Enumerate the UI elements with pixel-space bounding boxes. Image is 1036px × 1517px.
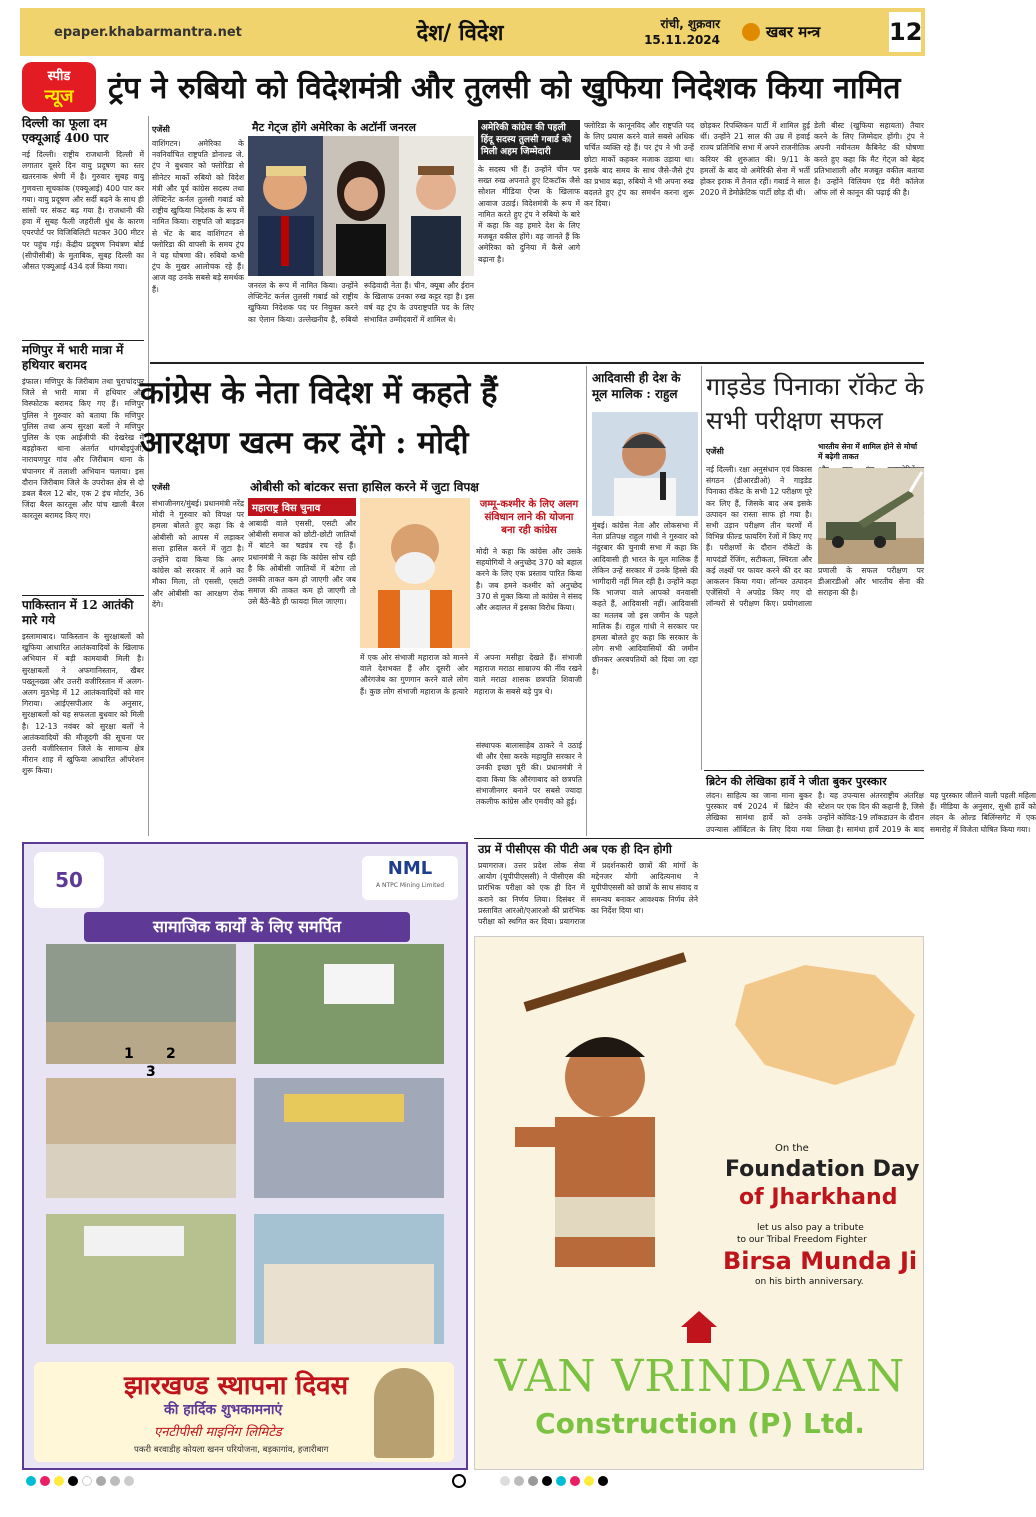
lead-box-head: अमेरिकी कांग्रेस की पहली हिंदू सदस्य तुलसी गबार्ड को मिली अहम जिम्मेदारी [478, 120, 580, 160]
modi-photo [360, 498, 470, 648]
ad-title: सामाजिक कार्यों के लिए समर्पित [84, 912, 410, 942]
lead-headline[interactable]: ट्रंप ने रुबियो को विदेशमंत्री और तुलसी को खुफिया निदेशक किया नामित [108, 71, 901, 106]
pinaka-photo [818, 468, 924, 564]
jharkhand-map-icon [725, 945, 925, 1095]
foundation-title-2: of Jharkhand [739, 1185, 898, 1210]
greeting-line-1: झारखण्ड स्थापना दिवस [124, 1371, 349, 1401]
pinaka-body: नई दिल्ली। रक्षा अनुसंधान एवं विकास संगठन (डीआरडीओ) ने गाइडेड पिनाका रॉकेट के सभी 12 परीक्षण पूरे कर लिए हैं, जिसके बाद अब इसके उत्पादन का रास्ता साफ हो गया है। सभी उड़ान परीक्षण तीन चरणों में विभिन्न फील्ड फायरिंग रेंजों में किए गए हैं। परीक्षणों के दौरान रॉकेटों के मापदंडों रेंजिंग, सटीकता, स्थिरता और कई लक्ष्यों पर फायर करने की दर का आकलन किया गया। लॉन्चर उत्पादन एजेंसियों ने अपग्रेड किए गए दो लॉन्चरों से परीक्षण किए। प्रयोगशाला प्रणाली के सफल परीक्षण पर डीआरडीओ और भारतीय सेना की सराहना की है। [706, 465, 924, 609]
vanvrindavan-ad [474, 936, 924, 1470]
second-body-5: संस्थापक बालासाहेब ठाकरे ने उठाई थी और ऐसा करके महायुति सरकार ने उनकी इच्छा पूरी की। प्रधानमंत्री ने दावा किया कि औरंगाबाद को छत्रपति संभाजीनगर बनाने पर सबसे ज्यादा तकलीफ कांग्रेस और एमवीए को हुई। [476, 741, 582, 807]
photo-label: 1 [124, 1046, 134, 1062]
birth-anniversary: on his birth anniversary. [755, 1277, 864, 1287]
second-subheadline: ओबीसी को बांटकर सत्ता हासिल करने में जुटा विपक्ष [250, 480, 479, 494]
anniversary-logo: 50 [34, 852, 104, 908]
brief-item [22, 343, 144, 593]
lead-credit: एजेंसी [152, 125, 170, 134]
pinaka-photo-svg [818, 468, 924, 564]
ntpc-ad [22, 842, 468, 1470]
upsc-headline[interactable]: उप्र में पीसीएस की पीटी अब एक ही दिन होगी [478, 842, 672, 856]
birsa-munda-illustration [485, 947, 745, 1307]
site-url[interactable]: epaper.khabarmantra.net [54, 24, 242, 40]
page-number: 12 [889, 12, 921, 52]
company-name-large: VAN VRINDAVAN [494, 1351, 906, 1402]
photo-label: 3 [146, 1064, 156, 1080]
rahul-photo-svg [592, 412, 698, 516]
page-header [20, 8, 925, 56]
section-title: देश/ विदेश [416, 20, 504, 46]
brand-icon [742, 23, 760, 41]
greeting-banner [34, 1362, 454, 1462]
brief-body: इस्लामाबाद। पाकिस्तान के सुरक्षाबलों को खुफिया आधारित आतंकवादियों के खिलाफ अभियान में बड़ी कामयाबी मिली है। सुरक्षाबलों ने अफगानिस्तान, खैबर पख्तूनख्वा और उत्तरी वजीरिस्तान में अलग-अलग मुठभेड़ में 12 आतंकवादियों को मार गिराया। आईएसपीआर के अनुसार, सुरक्षाबलों को यह सफलता बुधवार को मिली है। 12-13 नवंबर को सुरक्षा बलों ने आतंकवादियों की मौजूदगी की सूचना पर उत्तरी वजीरिस्तान जिले के सामान्य क्षेत्र मीरान शाह में खुफिया आधारित ऑपरेशन शुरू किया। [22, 632, 144, 776]
rahul-photo [592, 412, 698, 516]
lead-photo-trio [248, 136, 474, 276]
birsa-name: Birsa Munda Ji [723, 1247, 918, 1275]
crosshair-icon [452, 1474, 466, 1488]
nml-logo: NML A NTPC Mining Limited [362, 856, 458, 900]
tribute-line-2: to our Tribal Freedom Fighter [737, 1235, 867, 1245]
brief-item [22, 598, 144, 836]
second-body-3: मोदी ने कहा कि कांग्रेस और उसके सहयोगियों ने अनुच्छेद 370 को बहाल करने के लिए एक प्रस्ताव पारित किया है। जब हमने कश्मीर को अनुच्छेद 370 से मुक्त किया तो कांग्रेस ने संसद और अदालत में इसका विरोध किया। [476, 547, 582, 613]
lead-body-5: छोड़कर रिपब्लिकन पार्टी में शामिल हुई थीं। उन्होंने 21 साल की उम्र में हवाई राज्य प्रतिनिधि सभा में अपने राजनीतिक करियर की शुरुआत की। 9/11 के हमलों के बाद वो अमेरिकी सेना में भर्ती होकर इराक में तैनात रहीं। गबार्ड ने साल 2020 में डेमोक्रेटिक पार्टी छोड़ दी थी। [700, 121, 810, 198]
second-body-1: संभाजीनगर/मुंबई। प्रधानमंत्री नरेंद्र मोदी ने गुरुवार को विपक्ष पर हमला बोलते हुए कहा कि वे ओबीसी को आपस में लड़ाकर सत्ता हासिल करने में जुटा है। उन्होंने दावा किया कि अगर कांग्रेस को सरकार में आने का मौका मिला, तो एससी, एसटी और ओबीसी का आरक्षण रोक देंगे। [152, 499, 244, 609]
rahul-headline[interactable]: आदिवासी ही देश के मूल मालिक : राहुल [592, 371, 681, 401]
brief-title[interactable]: दिल्ली का फूला दम एक्यूआई 400 पार [22, 116, 109, 145]
lead-photo-svg [248, 136, 474, 276]
pinaka-tag: भारतीय सेना में शामिल होने से मोर्चा में बढ़ेगी ताकत [818, 442, 918, 461]
foundation-on: On the [775, 1143, 809, 1154]
tribute-line-1: let us also pay a tribute [757, 1223, 864, 1233]
lead-body-1: वाशिंगटन। अमेरिका के नवनिर्वाचित राष्ट्रपति डोनाल्ड जे. ट्रंप ने बुधवार को फ्लोरिडा से सीनेटर मार्को रुबियो को विदेश मंत्री और पूर्व कांग्रेस सदस्य तथा लेफ्टिनेंट कर्नल तुलसी गबार्ड को राष्ट्रीय खुफिया निदेशक के रूप में नामित किया। राष्ट्रपति जो बाइडन से भेंट के बाद वाशिंगटन से फ्लोरिडा की वापसी के समय ट्रंप ने यह घोषणा की। रुबियो कभी ट्रंप के मुखर आलोचक रहे हैं। आज वह उनके सबसे बड़े समर्थक हैं। [152, 139, 244, 294]
booker-headline[interactable]: ब्रिटेन की लेखिका हार्वे ने जीता बुकर पुरस्कार [706, 775, 887, 788]
lead-body-4: फ्लोरिडा के कानूनविद और राष्ट्रपति पद के लिए प्रयास करने वाले सबसे अधिक चर्चित व्यक्ति रहे हैं। पर ट्रंप ने भी उन्हें छोटा मार्को कहकर मजाक उड़ाया था। इसके बाद समय के साथ जैसे-जैसे ट्रंप का प्रभाव बढ़ा, रुबियो ने भी अपना रुख बदलते हुए ट्रंप का समर्थन करना शुरू कर दिया। [584, 121, 694, 209]
booker-body: लंदन। साहित्य का जाना माना बुकर पुरस्कार वर्ष 2024 में ब्रिटेन की लेखिका सामंथा हार्वे को उनके उपन्यास ऑर्बिटल के लिए दिया गया है। यह उपन्यास अंतरराष्ट्रीय अंतरिक्ष स्टेशन पर एक दिन की कहानी है, जिसे उन्होंने कोविड-19 लॉकडाउन के दौरान लिखा है। सामंथा हार्वे 2019 के बाद यह पुरस्कार जीतने वाली पहली महिला हैं। मीडिया के अनुसार, सुश्री हार्वे को लंदन के ओल्ड बिलिंग्सगेट में एक समारोह में विजेता घोषित किया गया। [706, 791, 1036, 834]
house-logo-icon [679, 1307, 719, 1347]
registration-marks [26, 1476, 134, 1486]
briefs-column [22, 116, 144, 836]
photo-label: 2 [166, 1046, 176, 1062]
brand-logo: खबर मन्त्र [742, 22, 820, 42]
second-box-head: जम्मू-कश्मीर के लिए अलग संविधान लाने की योजना बना रही कांग्रेस [479, 499, 579, 536]
company-address: पकरी बरवाडीह कोयला खनन परियोजना, बड़कागांव, हजारीबाग [134, 1445, 329, 1455]
brief-title[interactable]: पाकिस्तान में 12 आतंकी मारे गये [22, 598, 134, 627]
ad-photo-grid [24, 944, 470, 1364]
company-subtitle: Construction (P) Ltd. [535, 1407, 865, 1440]
foundation-title: Foundation Day [725, 1157, 920, 1182]
brief-body: नई दिल्ली। राष्ट्रीय राजधानी दिल्ली में लगातार दूसरे दिन वायु प्रदूषण का स्तर खतरनाक श्रेणी में है। गुरुवार सुबह वायु गुणवत्ता सूचकांक (एक्यूआई) 400 पार कर गया। वायु प्रदूषण और सर्दी बढ़ने के साथ ही सांसों पर संकट बढ़ गया है। राजधानी की हवा में सुबह फैली जहरीली धुंध के कारण एयरपोर्ट पर विजिबिलिटी घटकर 300 मीटर पर पहुंच गई। केंद्रीय प्रदूषण नियंत्रण बोर्ड (सीपीसीबी) के मुताबिक, सुबह दिल्ली का औसत एक्यूआई 434 दर्ज किया गया। [22, 150, 144, 272]
brief-item [22, 116, 144, 338]
poll-tag: महाराष्ट्र विस चुनाव [248, 498, 356, 516]
rahul-body: मुंबई। कांग्रेस नेता और लोकसभा में नेता प्रतिपक्ष राहुल गांधी ने गुरुवार को नंदुरबार की चुनावी सभा में कहा कि आदिवासी ही भारत के मूल मालिक हैं लेकिन उन्हें सरकार में उनके हिस्से की भागीदारी नहीं मिल रही है। उन्होंने कहा कि भाजपा वाले आपको वनवासी कहते हैं, आदिवासी नहीं। आदिवासी का मतलब जो इस जमीन के पहले मालिक हैं। राहुल गांधी ने सरकार पर हमला बोलते हुए कहा कि सरकार के लोग सभी आदिवासियों की जमीन छीनकर अरबपतियों को दिया जा रहा है। [592, 521, 698, 676]
lead-body-3: के सदस्य भी हैं। उन्होंने चीन पर सख्त रुख अपनाते हुए टिकटॉक जैसे सोशल मीडिया ऐप्स के खिलाफ आवाज उठाई। विदेशमंत्री के रूप में नामित करते हुए ट्रंप ने रुबियो के बारे में कहा कि वह हमारे देश के लिए मजबूत वकील होंगे। वह जानते हैं कि अमेरिका को दुनिया में कैसे आगे बढ़ाना है। [478, 165, 580, 264]
modi-photo-svg [360, 498, 470, 648]
second-body-4: में एक ओर संभाजी महाराज को मानने वाले देशभक्त हैं और दूसरी ओर औरंगजेब का गुणगान करने वाले लोग हैं। कुछ लोग संभाजी महाराज के हत्यारे में अपना मसीहा देखते हैं। संभाजी महाराज मराठा साम्राज्य की नींव रखने वाले मराठा शासक छत्रपति शिवाजी महाराज के सबसे बड़े पुत्र थे। [360, 653, 582, 696]
birsa-statue-icon [374, 1368, 434, 1458]
pinaka-headline[interactable]: गाइडेड पिनाका रॉकेट के सभी परीक्षण सफल [706, 372, 924, 435]
brief-body: इंफाल। मणिपुर के जिरीबाम तथा चुराचांदपुर जिले से भारी मात्रा में हथियार और विस्फोटक बरामद किए गए हैं। मणिपुर पुलिस ने गुरुवार को बताया कि मणिपुर पुलिस तथा अन्य सुरक्षा बलों ने मणिपुर पुलिस के एक आईजीपी की देखरेख में बड़होकरा थाना अंतर्गत थांगबोइपुंजी, नारायणपुर गांव और जिरीबाम थाना के चंपानगर में तलाशी अभियान चलाया। इस दौरान जिरीबाम जिले के उपरोक्त क्षेत्र से दो डबल बैरल 12 बोर, एक 2 इंच मोर्टार, 36 जिंदा बैरल कारतूस और पांच खाली बैरल कारतूस बरामद किए गए। [22, 377, 144, 521]
lead-body-2: जनरल के रूप में नामित किया। उन्होंने लेफ्टिनेंट कर्नल तुलसी गबार्ड को राष्ट्रीय खुफिया निदेशक पद पर नियुक्त करने का ऐलान किया। उल्लेखनीय है, रुबियो रूढ़िवादी नेता हैं। चीन, क्यूबा और ईरान के खिलाफ उनका रुख कट्टर रहा है। इस वर्ष वह ट्रंप के उपराष्ट्रपति पद के लिए संभावित उम्मीदवारों में शामिल थे। [248, 281, 474, 324]
company-name: एनटीपीसी माइनिंग लिमिटेड [154, 1425, 282, 1440]
second-credit: एजेंसी [152, 483, 170, 492]
pinaka-credit: एजेंसी [706, 447, 724, 456]
brief-title[interactable]: मणिपुर में भारी मात्रा में हथियार बरामद [22, 343, 124, 372]
upsc-body: प्रयागराज। उत्तर प्रदेश लोक सेवा आयोग (यूपीपीएससी) ने पीसीएस की प्रारंभिक परीक्षा को एक ही दिन में कराने का निर्णय लिया। दिसंबर में प्रस्तावित आरओ/एआरओ की प्रारंभिक परीक्षा को स्थगित कर दिया। प्रयागराज में प्रदर्शनकारी छात्रों की मांगों के मद्देनजर योगी आदित्यनाथ ने यूपीपीएससी को छात्रों के साथ संवाद व समन्वय बनाकर आवश्यक निर्णय लेने का निर्देश दिया था। [478, 861, 698, 927]
dateline: रांची, शुक्रवार 15.11.2024 [644, 17, 720, 47]
registration-marks-right [500, 1476, 608, 1486]
second-body-2: आबादी वाले एससी, एसटी और ओबीसी समाज को छोटी-छोटी जातियों में बांटने का षड्यंत्र रच रहे हैं। प्रधानमंत्री ने कहा कि कांग्रेस सोच रही है कि ओबीसी जातियों में बंटेगा तो उसकी ताकत कम हो जाएगी और जब समाज की ताकत कम हो जाएगी तो उसे बैठे-बैठे ही फायदा मिल जाएगा। [248, 519, 356, 607]
greeting-line-2: की हार्दिक शुभकामनाएं [164, 1402, 283, 1418]
lead-body-6: डेली बीस्ट (खुफिया सहायता) तैयार करने के लिए जिम्मेदार होंगी। ट्रंप ने अपनी नवीनतम कैबिनेट की घोषणा करते हुए कहा कि मैट गेट्ज को बेहद प्रतिभाशाली और मजबूत वकील बताया है। उन्होंने विलियम एंड मैरी कॉलेज ऑफ लॉ से कानून की पढ़ाई की है। [814, 121, 924, 198]
speed-news-logo: स्पीड न्यूज [22, 62, 96, 112]
second-headline[interactable]: कांग्रेस के नेता विदेश में कहते हैं आरक्षण खत्म कर देंगे : मोदी [140, 375, 498, 461]
lead-subheadline: मैट गेट्ज होंगे अमेरिका के अटॉर्नी जनरल [252, 121, 416, 134]
